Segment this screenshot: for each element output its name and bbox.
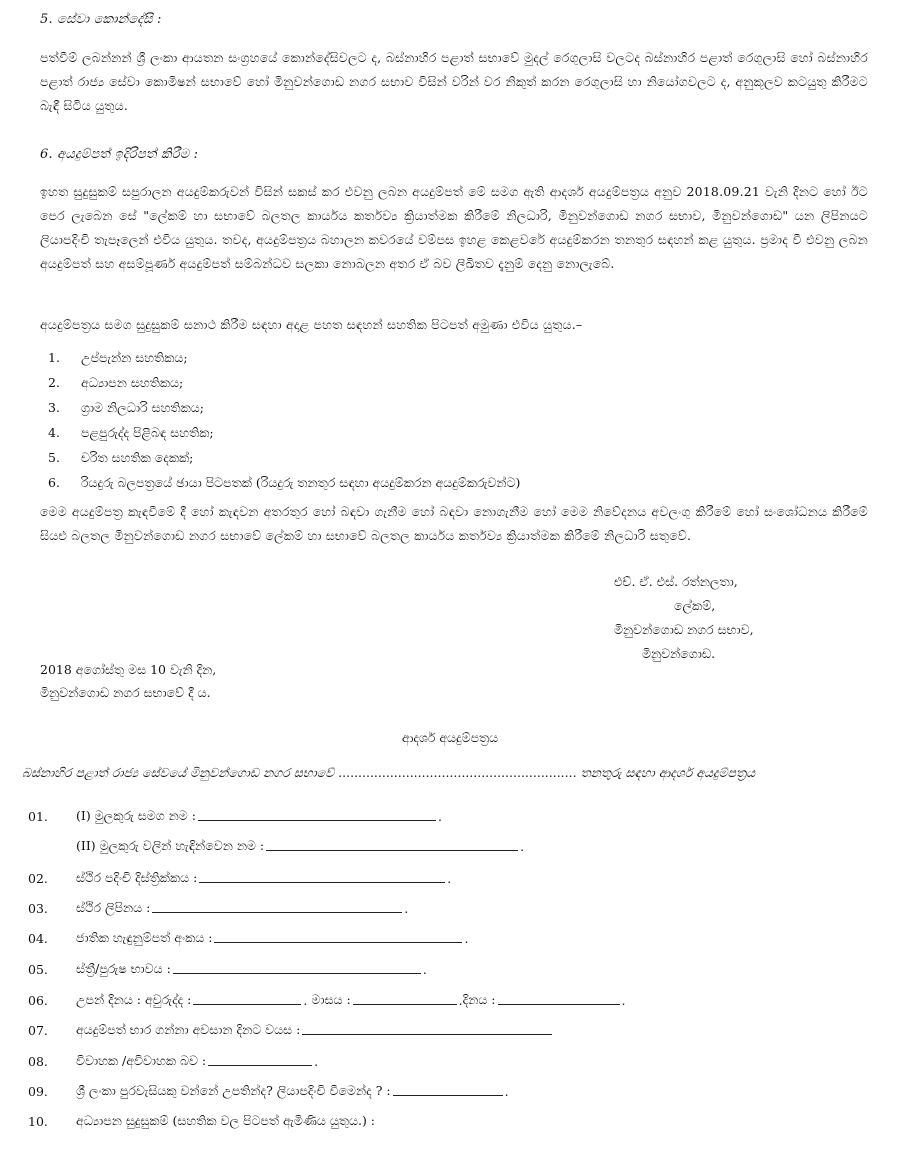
field-10-row: 10. අධ්‍යාපන සුදුසුකම් (සහතික වල පිටපත් ඇමිණිය යුතුය.) : [28, 1113, 376, 1129]
section-6-paragraph-1: ඉහත සුදුසුකම් සපුරාලන අයදුම්කරුවන් විසින් සකස් කර එවනු ලබන අයදුම්පත් මේ සමග ඇති ආදර්ශ අයදුම්පත්‍රය අනුව 2018.09.21 වැනි දිනට හෝ ඊට පෙර ලැබෙන සේ "ලේකම් හා සභාවේ බලතල කාර්යය කර්තව්‍ය ක්‍රියාත්මක කිරීමේ නිලධාරි, මිනුවන්ගොඩ නගර සභාව, මිනුවන්ගොඩ" යන ලිපිනයට ලියාපදිංචි තැපෑලෙන් එවිය යුතුය. තවද, අයදුම්පත්‍රය බහාලන කවරයේ වම්පස ඉහළ කෙළවරේ අයදුම්කරන තනතුර සඳහන් කළ යුතුය. ප්‍රමාද වී එවනු ලබන අයදුම්පත් සහ අසම්පූර්ණ අයදුම්පත් සම්බන්ධව සලකා නොබලන අතර ඒ බව ලිඛිතව දැනුම් දෙනු නොලැබේ. [40, 184, 868, 271]
form-subtitle-dots: ............................................................ [338, 765, 577, 780]
field-04-blank[interactable] [214, 933, 462, 943]
field-09-label: ශ්‍රී ලංකා පුරවැසියකු වන්නේ උපතින්ද? ලියාපදිංචි වීමෙන්ද ? : [76, 1083, 391, 1098]
form-title: ආදර්ශ අයදුම්පත්‍රය [401, 730, 499, 745]
field-08-label: විවාහක /අවිවාහක බව : [76, 1053, 207, 1068]
field-06-row: 06. උපන් දිනය : අවුරුද්ද : . මාසය : . දිනය : . [28, 992, 626, 1008]
signatory-org: මිනුවන්ගොඩ නගර සභාව, [614, 622, 754, 637]
signatory-title: ලේකම්, [674, 598, 716, 613]
field-08-blank[interactable] [208, 1056, 312, 1066]
form-subtitle [22, 765, 882, 781]
signatory-name: එච්. ඒ. එස්. රත්නලතා, [614, 574, 738, 589]
field-01b-label: (II) මුලකුරු වලින් හැඳින්වෙන නම : [76, 838, 265, 853]
date-line-2: මිනුවන්ගොඩ නගර සභාවේ දී ය. [40, 685, 211, 700]
list-item: 6. රියදුරු බලපත්‍රයේ ඡායා පිටපතක් (රියදුරු තනතුර සඳහා අයදුම්කරන අයදුම්කරුවන්ට) [48, 474, 521, 490]
section-6-paragraph-2: අයදුම්පත්‍රය සමග සුදුසුකම් සනාථ කිරීම සඳහා අදාළ පහත සඳහන් සහතික පිටපත් අමුණා එවිය යුතුය.– [40, 317, 583, 332]
section-5-paragraph: පත්වීම් ලබන්නන් ශ්‍රී ලංකා ආයතන සංග්‍රහයේ කොන්දේසිවලට ද, බස්නාහිර පළාත් සභාවේ මුදල් රෙගුලාසි වලටද බස්නාහිර පළාත් රෙගුලාසි හෝ බස්නාහිර පළාත් රාජ්‍ය සේවා කොමිෂන් සභාවේ හෝ මිනුවන්ගොඩ නගර සභාව විසින් වරින් වර නිකුත් කරන රෙගුලාසි හා නියෝගවලට ද, අනුකූලව කටයුතු කිරීමට බැඳී සිටිය යුතුය. [40, 50, 868, 113]
signatory-place: මිනුවන්ගොඩ. [642, 646, 716, 661]
field-03-label: ස්ථිර ලිපිනය : [76, 900, 151, 915]
list-item: 4. පළපුරුද්ද පිළිබඳ සහතික; [48, 424, 214, 440]
field-05-row: 05. ස්ත්‍රී/පුරුෂ භාවය : . [28, 961, 427, 977]
field-02-blank[interactable] [199, 873, 445, 883]
form-subtitle-left: බස්නාහිර පළාත් රාජ්‍ය සේවයේ මිනුවන්ගොඩ නගර සභාවේ [22, 765, 335, 780]
field-06-month-blank[interactable] [353, 995, 457, 1005]
list-item: 1. උප්පැන්න සහතිකය; [48, 349, 188, 365]
field-03-blank[interactable] [152, 903, 402, 913]
field-07-label: අයදුම්පත් භාර ගන්නා අවසාන දිනට වයස : [76, 1022, 301, 1037]
field-08-row: 08. විවාහක /අවිවාහක බව : . [28, 1053, 319, 1069]
field-06-day-blank[interactable] [498, 995, 620, 1005]
section-5-heading: 5. සේවා කොන්දේසි : [40, 12, 162, 27]
section-6-paragraph-3: මෙම අයදුම්පත්‍ර කැඳවීමේ දී හෝ කැඳවන අතරතුර හෝ බඳවා ගැනීම හෝ බඳවා නොගැනීම හෝ මෙම නිවේදනය අවලංගු කිරීමේ හෝ සංශෝධනය කිරීමේ සියළු බලතල මිනුවන්ගොඩ නගර සභාවේ ලේකම් හා සභාවේ බලතල කාර්යය කර්තව්‍ය ක්‍රියාත්මක කිරීමේ නිලධාරි සතුවේ. [40, 504, 868, 543]
field-02-row: 02. ස්ථිර පදිංචි දිස්ත්‍රික්කය : . [28, 870, 452, 886]
list-item: 2. අධ්‍යාපන සහතිකය; [48, 374, 184, 390]
field-07-blank[interactable] [302, 1025, 552, 1035]
field-04-row: 04. ජාතික හැඳුනුම්පත් අංකය : . [28, 930, 469, 946]
field-06-month-label: මාසය : [311, 992, 351, 1007]
date-block [40, 658, 216, 704]
form-subtitle-right: තනතුරු සඳහා ආදර්ශ අයදුම්පත්‍රය [580, 765, 756, 780]
field-05-blank[interactable] [173, 964, 421, 974]
field-09-blank[interactable] [393, 1086, 503, 1096]
field-09-row: 09. ශ්‍රී ලංකා පුරවැසියකු වන්නේ උපතින්ද? ලියාපදිංචි වීමෙන්ද ? : . [28, 1083, 509, 1099]
field-01a-label: (I) මුලකුරු සමග නම : [76, 808, 196, 823]
section-6-heading: 6. අයදුම්පත් ඉදිරිපත් කිරීම : [40, 147, 199, 162]
field-05-label: ස්ත්‍රී/පුරුෂ භාවය : [76, 961, 171, 976]
field-06-year-blank[interactable] [193, 995, 301, 1005]
field-01a-blank[interactable] [198, 811, 436, 821]
field-01b-blank[interactable] [266, 841, 518, 851]
field-06-label: උපන් දිනය : අවුරුද්ද : [76, 992, 192, 1007]
field-10-label: අධ්‍යාපන සුදුසුකම් (සහතික වල පිටපත් ඇමිණිය යුතුය.) : [76, 1113, 376, 1128]
field-02-label: ස්ථිර පදිංචි දිස්ත්‍රික්කය : [76, 870, 198, 885]
certificate-list [48, 345, 520, 495]
list-item: 5. චරිත සහතික දෙකක්; [48, 449, 194, 465]
field-04-label: ජාතික හැඳුනුම්පත් අංකය : [76, 930, 213, 945]
field-01b-row: (II) මුලකුරු වලින් හැඳින්වෙන නම : . [76, 838, 525, 854]
field-03-row: 03. ස්ථිර ලිපිනය : . [28, 900, 409, 916]
field-06-day-label: දිනය : [462, 992, 496, 1007]
list-item: 3. ග්‍රාම නිලධාරි සහතිකය; [48, 399, 204, 415]
date-line-1: 2018 අගෝස්තු මස 10 වැනි දින, [40, 662, 217, 677]
signature-block [614, 570, 754, 666]
field-07-row: 07. අයදුම්පත් භාර ගන්නා අවසාන දිනට වයස : [28, 1022, 554, 1038]
field-01a-row: 01. (I) මුලකුරු සමග නම : . [28, 808, 442, 824]
